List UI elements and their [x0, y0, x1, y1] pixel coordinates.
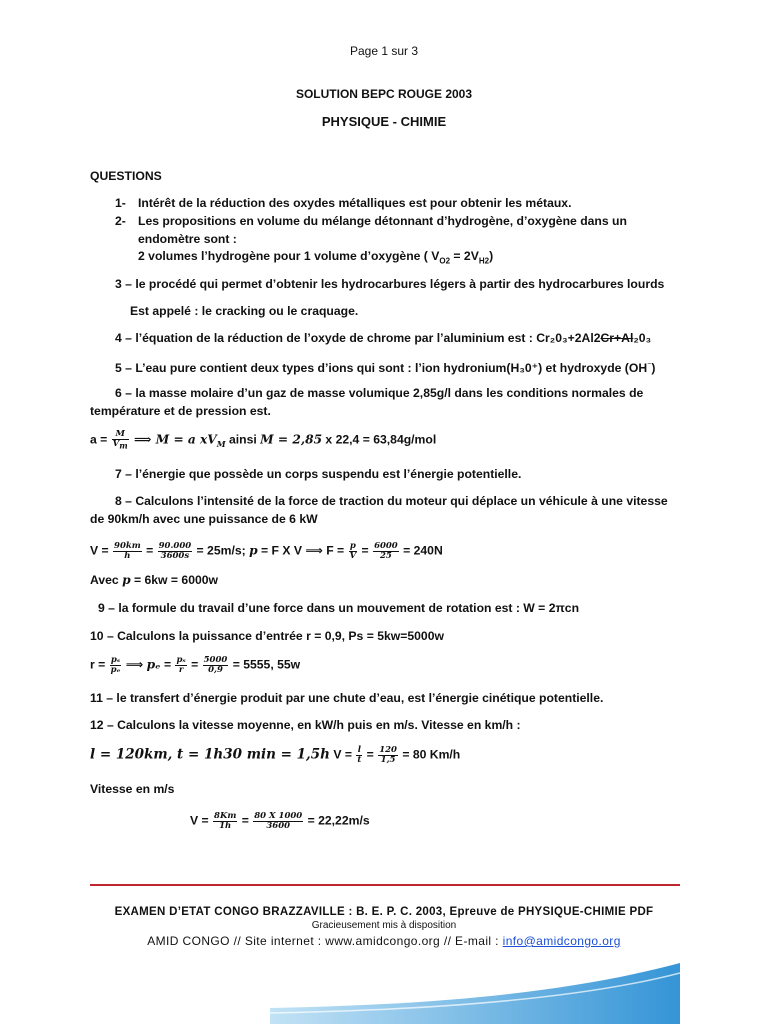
- q8-formula: V = $\frac{90km}{h}$ = $\frac{90.000}{3600s}$ = 25m/s; p = F X V ⟹ F = $\frac{p}{V}$ = $\frac{6000}{25}$ = 240N: [90, 541, 443, 561]
- q12-formula-2: V = $\frac{8Km}{1h}$ = $\frac{80 X 1000}{3600}$ = 22,22m/s: [190, 811, 370, 831]
- section-heading: QUESTIONS: [90, 169, 162, 183]
- q12-ms-label: Vitesse en m/s: [90, 782, 175, 796]
- q8-line-2: de 90km/h avec une puissance de 6 kW: [90, 512, 318, 526]
- q9-line: 9 – la formule du travail d’une force dans un mouvement de rotation est : W = 2πcn: [98, 601, 580, 615]
- q1-text: Intérêt de la réduction des oxydes métalliques est pour obtenir les métaux.: [138, 196, 572, 210]
- q1-number: 1-: [115, 196, 126, 210]
- footer-wave-decoration: [0, 955, 768, 1024]
- q6-formula: a = $\frac{M}{Vm}$ ⟹ M = a $xV_M$ ainsi M = 2,85 x 22,4 = 63,84g/mol: [90, 429, 437, 451]
- q8-avec: Avec p = 6kw = 6000w: [90, 573, 219, 587]
- q2-number: 2-: [115, 214, 126, 228]
- footer-title: EXAMEN D’ETAT CONGO BRAZZAVILLE : B. E. P. C. 2003, Epreuve de PHYSIQUE-CHIMIE PDF: [114, 906, 654, 918]
- q12-formula-1: l = 120km, t = 1h30 min = 1,5h V = $\frac{l}{t}$ = $\frac{120}{1,5}$ = 80 Km/h: [90, 745, 461, 765]
- q5-line: 5 – L’eau pure contient deux types d’ions qui sont : l’ion hydronium(H₃0⁺) et hydroxyde (OH⁻): [115, 360, 656, 376]
- footer-site-text: AMID CONGO // Site internet : www.amidcongo.org // E-mail :: [147, 934, 503, 948]
- q2-line-3: 2 volumes l’hydrogène pour 1 volume d’oxygène ( $V_{O2} = 2V_{H2}$): [138, 249, 494, 266]
- q11-line: 11 – le transfert d’énergie produit par une chute d’eau, est l’énergie cinétique potentielle.: [90, 691, 604, 705]
- q3-line-2: Est appelé : le cracking ou le craquage.: [130, 304, 359, 318]
- q12-line: 12 – Calculons la vitesse moyenne, en kW/h puis en m/s. Vitesse en km/h :: [90, 718, 521, 732]
- q3-line-1: 3 – le procédé qui permet d’obtenir les hydrocarbures légers à partir des hydrocarbures lourds: [115, 277, 665, 291]
- q6-fraction: $\frac{M}{Vm}$: [112, 429, 128, 451]
- footer-links: [0, 934, 768, 948]
- q7-line: 7 – l’énergie que possède un corps suspendu est l’énergie potentielle.: [115, 467, 522, 481]
- q6-line-2: température et de pression est.: [90, 404, 271, 418]
- page-number: Page 1 sur 3: [349, 44, 419, 58]
- q2-line-2: endomètre sont :: [138, 232, 237, 246]
- q10-formula: r = $\frac{\text{pₛ}}{\text{pₑ}}$ ⟹ pₑ = $\frac{\text{pₛ}}{r}$ = $\frac{5000}{0,9}$ = 5555, 55w: [90, 655, 301, 675]
- footer-divider: [90, 884, 680, 886]
- q10-line: 10 – Calculons la puissance d’entrée r = 0,9, Ps = 5kw=5000w: [90, 629, 444, 643]
- doc-subtitle: PHYSIQUE - CHIMIE: [321, 114, 447, 129]
- q8-line-1: 8 – Calculons l’intensité de la force de traction du moteur qui déplace un véhicule à une vitesse: [115, 494, 668, 508]
- doc-title: SOLUTION BEPC ROUGE 2003: [295, 87, 473, 101]
- q6-line-1: 6 – la masse molaire d’un gaz de masse volumique 2,85g/l dans les conditions normales de: [115, 386, 644, 400]
- footer-subtitle: Gracieusement mis à disposition: [311, 920, 457, 931]
- q4-line: 4 – l’équation de la réduction de l’oxyde de chrome par l’aluminium est : Cr₂0₃+2Al2Cr+Al₂0₃: [115, 331, 652, 345]
- q2-line-1: Les propositions en volume du mélange détonnant d’hydrogène, d’oxygène dans un: [138, 214, 627, 228]
- footer-email-link[interactable]: info@amidcongo.org: [502, 934, 621, 948]
